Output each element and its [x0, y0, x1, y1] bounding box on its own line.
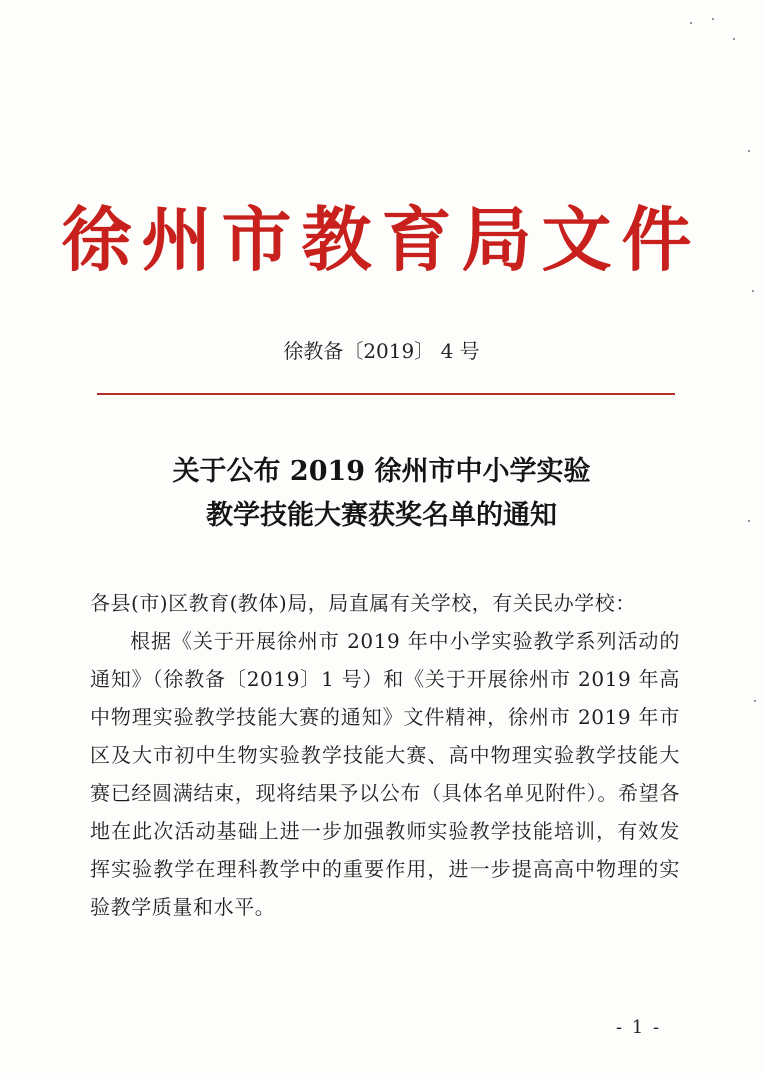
scan-speck [748, 150, 750, 152]
scan-speck [733, 38, 735, 40]
scan-speck [712, 18, 714, 20]
masthead-title: 徐州市教育局文件 [61, 198, 702, 281]
notice-title [0, 450, 763, 538]
notice-title-line-1: 关于公布 2019 徐州市中小学实验 [172, 456, 591, 487]
body-paragraph: 根据《关于开展徐州市 2019 年中小学实验教学系列活动的通知》（徐教备〔2019〕1 号）和《关于开展徐州市 2019 年高中物理实验教学技能大赛的通知》文件精神，徐州市 2019 年市区及大市初中生物实验教学技能大赛、高中物理实验教学技能大赛已经圆满结束，现将结果予以公布（具体名单见附件）。希望各地在此次活动基础上进一步加强教师实验教学技能培训，有效发挥实验教学在理科教学中的重要作用，进一步提高高中物理的实验教学质量和水平。 [90, 629, 680, 919]
scan-speck [752, 290, 754, 292]
red-divider-line [97, 393, 675, 395]
scan-speck [690, 22, 692, 24]
notice-title-line-2: 教学技能大赛获奖名单的通知 [206, 500, 557, 531]
page-number: - 1 - [616, 1017, 662, 1038]
scan-speck [754, 700, 756, 702]
document-number: 徐教备〔2019〕 4 号 [283, 339, 480, 363]
recipients-line: 各县(市)区教育(教体)局，局直属有关学校，有关民办学校： [90, 591, 636, 615]
